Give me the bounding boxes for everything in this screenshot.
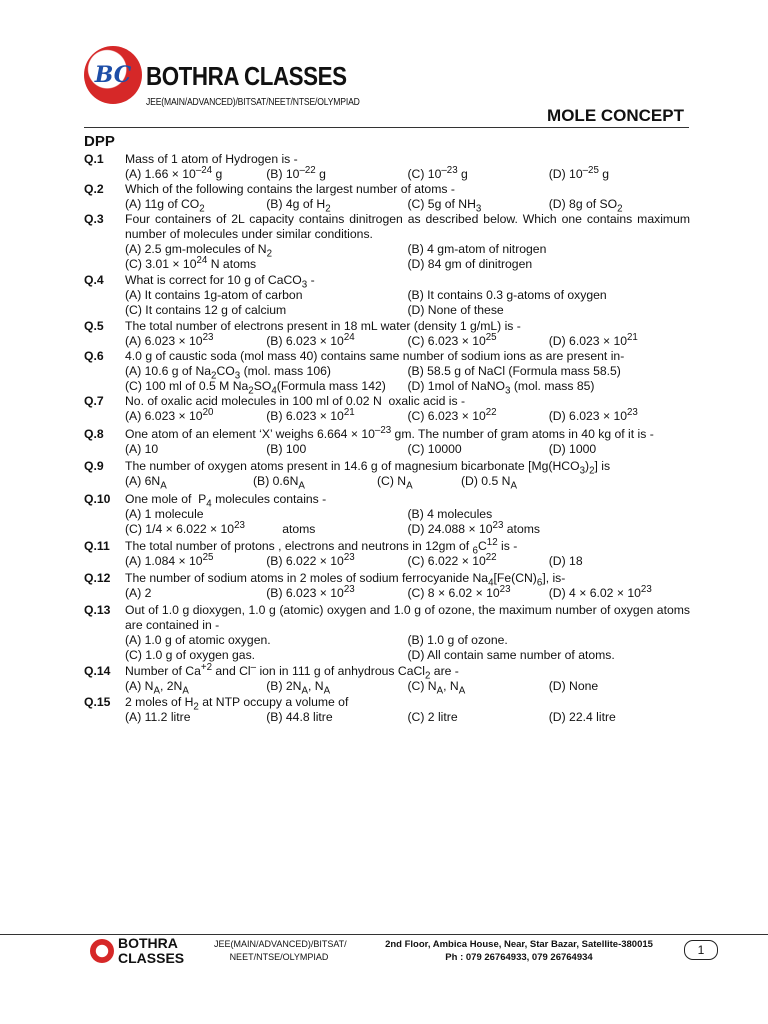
question-item xyxy=(84,459,690,492)
question-number: Q.13 xyxy=(84,603,111,617)
footer-address xyxy=(385,938,653,964)
question-options xyxy=(125,288,690,318)
footer-exams-line1: JEE(MAIN/ADVANCED)/BITSAT/ xyxy=(214,939,347,949)
question-number: Q.6 xyxy=(84,349,104,363)
answer-option: (B) $2N_A$, $N_A$ xyxy=(266,679,331,697)
answer-option: (A) $N_A$, $2N_A$ xyxy=(125,679,189,697)
answer-option: (B) It contains 0.3 g-atoms of oxygen xyxy=(407,288,607,302)
question-options xyxy=(125,197,690,215)
question-options xyxy=(125,633,690,663)
question-number: Q.4 xyxy=(84,273,104,287)
question-stem: Which of the following contains the largest number of atoms - xyxy=(125,182,455,196)
footer-exams xyxy=(214,938,347,964)
answer-option: (D) $24.088 \times 10^{23}$ atoms xyxy=(407,519,540,536)
answer-option: (A) $6.023 \times 10^{20}$ xyxy=(125,406,214,423)
question-stem: Mass of 1 atom of Hydrogen is - xyxy=(125,152,298,166)
footer-brand-line2: CLASSES xyxy=(118,950,185,966)
footer-logo xyxy=(90,939,114,963)
answer-option: (D) All contain same number of atoms. xyxy=(407,648,615,662)
question-stem: 2 moles of $H_2$ at NTP occupy a volume of xyxy=(125,695,349,713)
answer-option: (A) 11g of $CO_2$ xyxy=(125,197,205,215)
brand-exams: JEE(MAIN/ADVANCED)/BITSAT/NEET/NTSE/OLYMPIAD xyxy=(146,97,360,108)
question-item xyxy=(84,319,690,349)
answer-option: (A) 2 xyxy=(125,586,152,600)
answer-option: (C) 100 ml of 0.5 M $Na_2SO_4(Formula$ mass 142) xyxy=(125,379,386,397)
question-item xyxy=(84,536,690,569)
question-item xyxy=(84,152,690,182)
question-item xyxy=(84,212,690,272)
answer-option: (D) 0.5 $N_A$ xyxy=(461,474,517,492)
page-number: 1 xyxy=(684,940,718,960)
answer-option: (B) 100 xyxy=(266,442,307,456)
footer-brand xyxy=(118,936,184,966)
question-number: Q.1 xyxy=(84,152,104,166)
question-stem: One atom of an element ‘X’ weighs $6.664 \times 10^{-23}$ gm. The number of gram atoms in 40 kg of it is - xyxy=(125,424,654,441)
footer-phone: Ph : 079 26764933, 079 26764934 xyxy=(445,952,593,963)
question-options xyxy=(125,710,690,725)
footer-exams-line2: NEET/NTSE/OLYMPIAD xyxy=(229,952,329,962)
question-item xyxy=(84,492,690,537)
question-stem: 4.0 g of caustic soda (mol mass 40) contains same number of sodium ions as are present in- xyxy=(125,349,625,363)
answer-option: (D) 1mol of NaNO$_3$ (mol. mass 85) xyxy=(407,379,595,397)
answer-option: (B) $6.023 \times 10^{24}$ xyxy=(266,331,355,348)
answer-option: (A) It contains 1g-atom of carbon xyxy=(125,288,303,302)
question-stem: The number of oxygen atoms present in 14.6 g of magnesium bicarbonate $[Mg(HCO_3)_2]$ is xyxy=(125,459,611,477)
question-item xyxy=(84,394,690,424)
question-item xyxy=(84,273,690,318)
answer-option: (B) $6.023 \times 10^{21}$ xyxy=(266,406,355,423)
footer-rule xyxy=(0,934,768,935)
answer-option: (D) $6.023 \times 10^{23}$ xyxy=(548,406,638,423)
answer-option: (A) 11.2 litre xyxy=(125,710,191,724)
answer-option: (C) $3.01 \times 10^{24}$ N atoms xyxy=(125,254,257,271)
answer-option: (A) 1.0 g of atomic oxygen. xyxy=(125,633,271,647)
answer-option: (A) 10.6 g of $Na_2CO_3$ (mol. mass 106) xyxy=(125,364,331,382)
answer-option: (B) $0.6N_A$ xyxy=(253,474,305,492)
answer-option: (D) $10^{-25}$ g xyxy=(548,164,610,181)
answer-option: (A) 10 xyxy=(125,442,159,456)
answer-option: (C) $6.023 \times 10^{25}$ xyxy=(407,331,497,348)
question-stem: The number of sodium atoms in 2 moles of sodium ferrocyanide $Na_4[Fe(CN)_6]$, is- xyxy=(125,571,566,589)
question-list xyxy=(84,152,690,725)
question-item xyxy=(84,661,690,697)
answer-option: (C) $10^{-23}$ g xyxy=(407,164,468,181)
question-number: Q.8 xyxy=(84,427,104,441)
answer-option: (D) 8g of $SO_2$ xyxy=(548,197,623,215)
question-options xyxy=(125,679,690,697)
brand-logo: BC xyxy=(84,46,142,104)
answer-option: (D) 22.4 litre xyxy=(548,710,616,724)
answer-option: (B) 58.5 g of NaCl (Formula mass 58.5) xyxy=(407,364,621,378)
answer-option: (A) 2.5 gm-molecules of $N_2$ xyxy=(125,242,272,260)
answer-option: (C) $6.022 \times 10^{22}$ xyxy=(407,551,497,568)
question-number: Q.3 xyxy=(84,212,104,226)
answer-option: (A) 1 molecule xyxy=(125,507,204,521)
question-item xyxy=(84,603,690,663)
question-options xyxy=(125,164,690,182)
question-options xyxy=(125,474,690,492)
answer-option: (C) It contains 12 g of calcium xyxy=(125,303,287,317)
answer-option: (C) $N_A$ xyxy=(377,474,413,492)
answer-option: (B) 4g of $H_2$ xyxy=(266,197,331,215)
answer-option: (C) $8 \times 6.02 \times 10^{23}$ xyxy=(407,583,511,600)
answer-option: (B) 1.0 g of ozone. xyxy=(407,633,508,647)
answer-option: (C) 1.0 g of oxygen gas. xyxy=(125,648,256,662)
question-number: Q.10 xyxy=(84,492,111,506)
question-stem: One mole of $P_4$ molecules contains - xyxy=(125,492,327,510)
question-options xyxy=(125,364,690,397)
question-options xyxy=(125,551,690,569)
header-rule xyxy=(84,127,689,128)
question-stem: What is correct for 10 g of CaCO$_3$ - xyxy=(125,273,315,291)
answer-option: (C) $1/4 \times 6.022 \times 10^{23}$ atoms xyxy=(125,519,316,536)
answer-option: (C) 5g of $NH_3$ xyxy=(407,197,482,215)
section-label: DPP xyxy=(84,133,115,150)
question-number: Q.14 xyxy=(84,664,111,678)
answer-option: (D) $6.023 \times 10^{21}$ xyxy=(548,331,638,348)
question-number: Q.2 xyxy=(84,182,104,196)
question-item xyxy=(84,695,690,725)
topic-title: MOLE CONCEPT xyxy=(547,106,684,125)
answer-option: (B) 44.8 litre xyxy=(266,710,333,724)
answer-option: (C) 2 litre xyxy=(407,710,458,724)
answer-option: (D) None xyxy=(548,679,599,693)
answer-option: (B) $6.022 \times 10^{23}$ xyxy=(266,551,355,568)
question-stem: Number of $Ca^{+2}$ and Cl– ion in 111 g of anhydrous CaCl$_2$ are - xyxy=(125,661,459,682)
answer-option: (A) $6.023 \times 10^{23}$ xyxy=(125,331,214,348)
question-options xyxy=(125,583,690,601)
question-item xyxy=(84,182,690,215)
answer-option: (A) $1.084 \times 10^{25}$ xyxy=(125,551,214,568)
question-item xyxy=(84,571,690,601)
answer-option: (A) $1.66 \times 10^{-24}$ g xyxy=(125,164,223,181)
question-stem: The total number of protons , electrons and neutrons in 12gm of $_6C^{12}$ is - xyxy=(125,536,518,557)
question-item xyxy=(84,424,690,457)
footer-brand-line1: BOTHRA xyxy=(118,935,178,951)
question-options xyxy=(125,507,690,537)
question-options xyxy=(125,406,690,424)
question-number: Q.7 xyxy=(84,394,104,408)
answer-option: (B) $6.023 \times 10^{23}$ xyxy=(266,583,355,600)
question-options xyxy=(125,331,690,349)
question-stem: No. of oxalic acid molecules in 100 ml of 0.02 N oxalic acid is - xyxy=(125,394,466,408)
answer-option: (C) $6.023 \times 10^{22}$ xyxy=(407,406,497,423)
answer-option: (B) 4 gm-atom of nitrogen xyxy=(407,242,547,256)
question-stem: Out of 1.0 g dioxygen, 1.0 g (atomic) oxygen and 1.0 g of ozone, the maximum number of oxygen atoms are contained in - xyxy=(125,603,690,632)
question-number: Q.9 xyxy=(84,459,104,473)
question-options xyxy=(125,442,690,457)
question-number: Q.15 xyxy=(84,695,111,709)
question-number: Q.12 xyxy=(84,571,111,585)
answer-option: (D) $4 \times 6.02 \times 10^{23}$ xyxy=(548,583,652,600)
question-options xyxy=(125,242,690,272)
answer-option: (D) 84 gm of dinitrogen xyxy=(407,257,533,271)
answer-option: (B) $10^{-22}$ g xyxy=(266,164,326,181)
answer-option: (C) 10000 xyxy=(407,442,462,456)
question-stem: Four containers of 2L capacity contains dinitrogen as described below. Which one contains maximum number of molecules under similar conditions. xyxy=(125,212,690,241)
answer-option: (C) $N_A$, $N_A$ xyxy=(407,679,466,697)
question-stem: The total number of electrons present in 18 mL water (density 1 g/mL) is - xyxy=(125,319,521,333)
question-number: Q.11 xyxy=(84,539,110,553)
answer-option: (D) None of these xyxy=(407,303,504,317)
answer-option: (D) 1000 xyxy=(548,442,597,456)
question-number: Q.5 xyxy=(84,319,104,333)
question-item xyxy=(84,349,690,397)
answer-option: (B) 4 molecules xyxy=(407,507,493,521)
brand-title: BOTHRA CLASSES xyxy=(146,61,347,91)
footer-address-line: 2nd Floor, Ambica House, Near, Star Bazar, Satellite-380015 xyxy=(385,939,653,950)
answer-option: (D) 18 xyxy=(548,554,583,568)
answer-option: (A) $6N_A$ xyxy=(125,474,167,492)
